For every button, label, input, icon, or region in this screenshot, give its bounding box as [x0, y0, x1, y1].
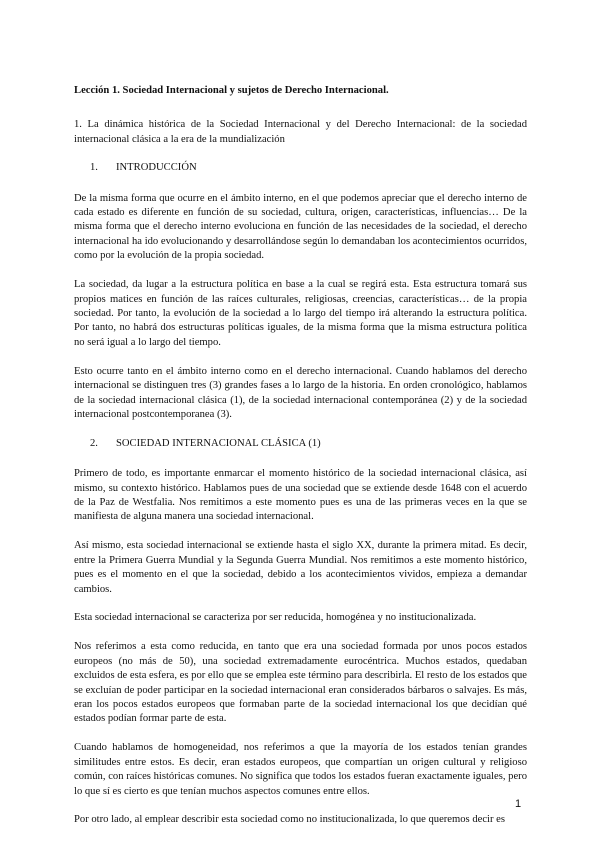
paragraph: Cuando hablamos de homogeneidad, nos referimos a que la mayoría de los estados tenían grandes similitudes entre estos. Es decir, eran estados europeos, que compartían un origen cultural y religioso común, con raíces históricas comunes. No significa que todos los estados fueran exactamente iguales, pero lo que sí es cierto es que tenían muchos aspectos comunes entre ellos.	[74, 742, 527, 797]
paragraph: Primero de todo, es importante enmarcar el momento histórico de la sociedad internacional clásica, así mismo, su contexto histórico. Hablamos pues de una sociedad que se extiende desde 1648 con el acuerdo de la Paz de Westfalia. Nos remitimos a este momento pues es una de las primeras veces en la que se manifiesta de alguna manera una sociedad internacional.	[74, 468, 527, 523]
section-heading-text: SOCIEDAD INTERNACIONAL CLÁSICA (1)	[116, 437, 321, 449]
paragraph: Esta sociedad internacional se caracteriza por ser reducida, homogénea y no institucionalizada.	[74, 612, 477, 624]
paragraph: Por otro lado, al emplear describir esta sociedad como no institucionalizada, lo que queremos decir es	[74, 814, 505, 826]
document-content	[74, 84, 527, 842]
section-heading-introduccion	[74, 161, 527, 175]
paragraph: Esto ocurre tanto en el ámbito interno como en el derecho internacional. Cuando hablamos del derecho internacional se distinguen tres (3) grandes fases a lo largo de la historia. En orden cronológico, hablamos de la sociedad internacional clásica (1), de la sociedad internacional contemporánea (2) y de la sociedad internacional postcontemporanea (3).	[74, 365, 527, 420]
paragraph: Así mismo, esta sociedad internacional se extiende hasta el siglo XX, durante la primera mitad. Es decir, entre la Primera Guerra Mundial y la Segunda Guerra Mundial. Nos remitimos a este momento histórico, pues es el momento en el que la sociedad, debido a los acontecimientos vividos, empieza a demandar cambios.	[74, 540, 527, 595]
paragraph: La sociedad, da lugar a la estructura política en base a la cual se regirá esta. Esta estructura tomará sus propios matices en función de las raíces culturales, religiosas, creencias, características… de la propia sociedad. Por tanto, la evolución de la sociedad a lo largo del tiempo irá alterando la estructura política. Por tanto, no habrá dos estructuras políticas iguales, de la misma forma que la misma estructura política no será igual a lo largo del tiempo.	[74, 279, 527, 348]
page-number: 1	[515, 798, 522, 810]
lesson-title: Lección 1. Sociedad Internacional y sujetos de Derecho Internacional.	[74, 85, 389, 96]
paragraph: Nos referimos a esta como reducida, en tanto que era una sociedad formada por unos pocos estados europeos (no más de 50), una sociedad extremadamente eurocéntrica. Muchos estados, quedaban excluidos de esta esfera, es por ello que se emplea este término para describirla. El resto de los estados que se excluían de poder participar en la sociedad internacional eran considerados bárbaros o salvajes. Es más, eran los pocos estados europeos que formaban parte de la sociedad internacional los que decidían qué estados podían formar parte de esta.	[74, 641, 527, 725]
section-number: 2.	[90, 437, 98, 449]
section-number: 1.	[90, 162, 98, 174]
paragraph: De la misma forma que ocurre en el ámbito interno, en el que podemos apreciar que el derecho interno de cada estado es diferente en función de su sociedad, cultura, origen, características, influencias… De la misma forma que el derecho interno evoluciona en función de las necesidades de la sociedad, el derecho internacional ha ido evolucionando y desarrollándose según lo demandaban los acontecimientos ocurridos, como por la evolución de la propia sociedad.	[74, 192, 527, 262]
section-heading-sociedad-clasica	[74, 437, 527, 451]
section-heading-text: INTRODUCCIÓN	[116, 162, 197, 174]
lesson-subtitle: 1. La dinámica histórica de la Sociedad Internacional y del Derecho Internacional: de la sociedad internacional clásica a la era de la mundialización	[74, 119, 527, 145]
